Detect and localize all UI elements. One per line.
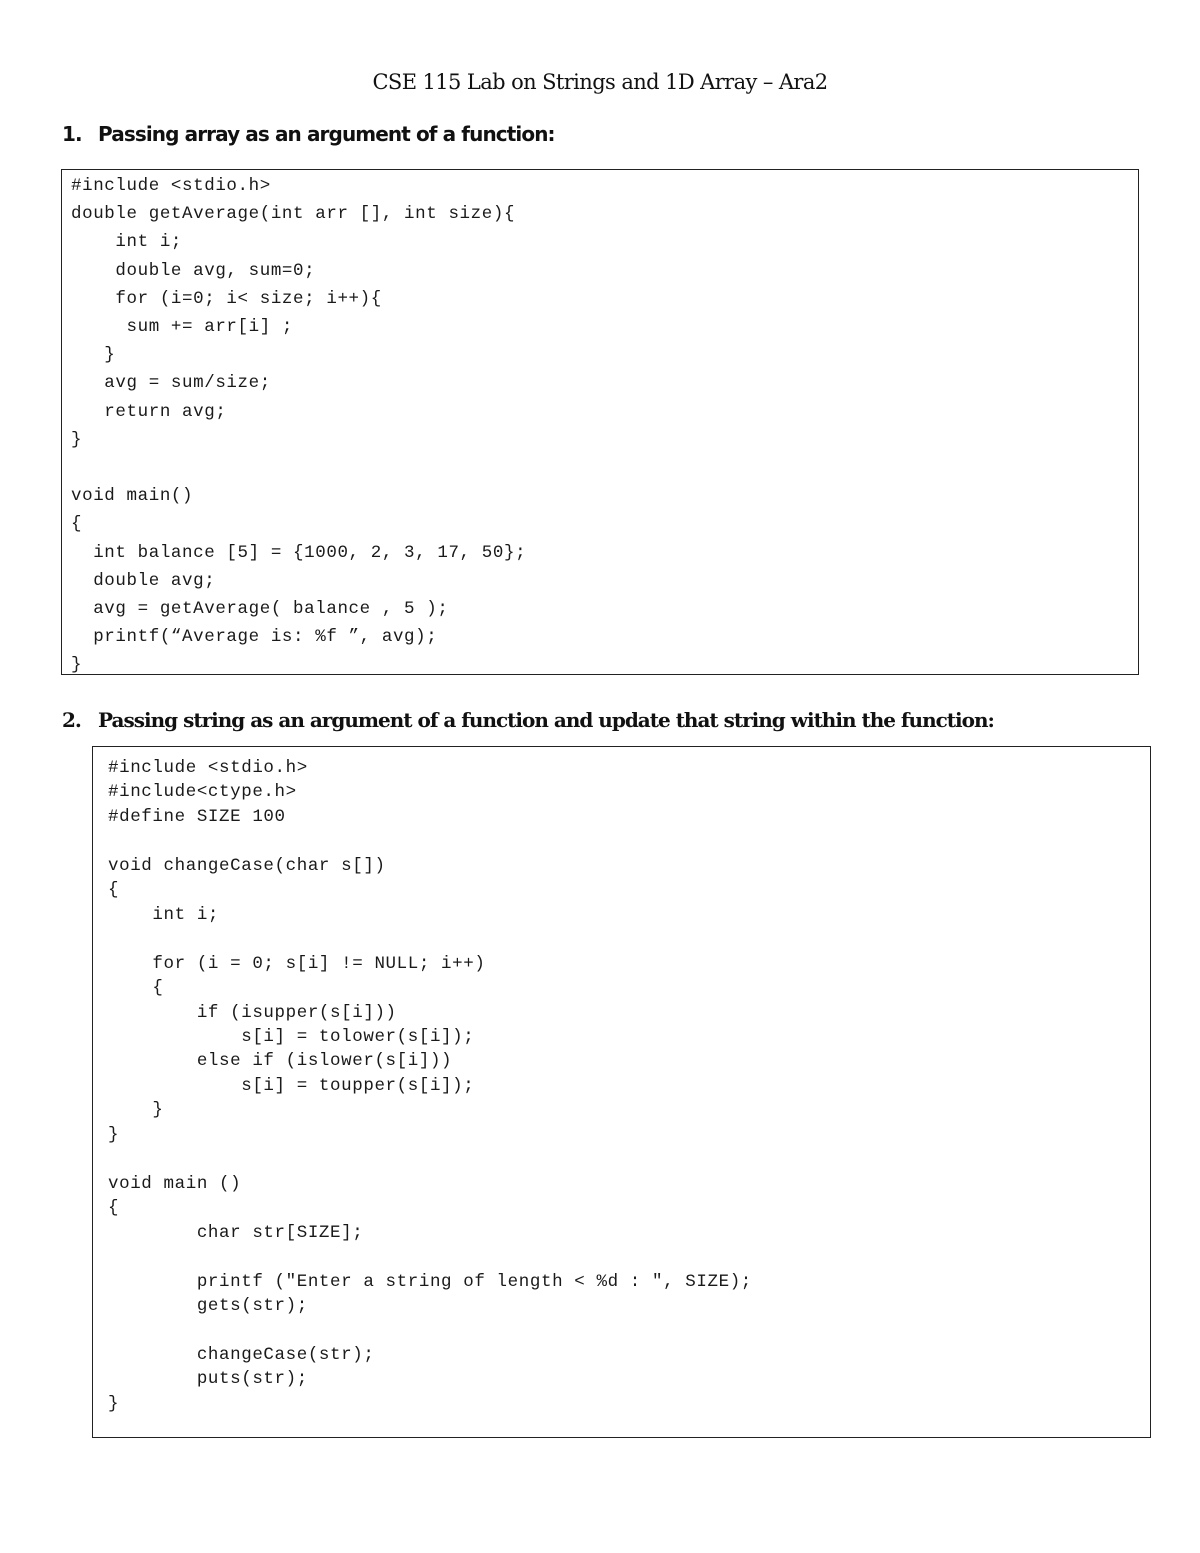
section-1-heading [62,122,555,146]
section-1-heading-text: Passing array as an argument of a function: [98,122,555,146]
code-listing-1: #include <stdio.h> double getAverage(int arr [], int size){ int i; double avg, sum=0; for (i=0; i< size; i++){ sum += arr[i] ; } avg = sum/size; return avg; } void main() { int balance [5] = {1000, 2, 3, 17, 50}; double avg; avg = getAverage( balance , 5 ); printf(“Average is: %f ”, avg); } [71,176,527,676]
section-2-heading [62,708,994,732]
section-1-number: 1. [62,122,82,146]
code-block-2 [92,746,1151,1438]
code-block-1 [61,169,1139,675]
code-listing-2: #include <stdio.h> #include<ctype.h> #define SIZE 100 void changeCase(char s[]) { int i; for (i = 0; s[i] != NULL; i++) { if (isupper(s[i])) s[i] = tolower(s[i]); else if (islower(s[i])) s[i] = toupper(s[i]); } } void main () { char str[SIZE]; printf ("Enter a string of length < %d : ", SIZE); gets(str); changeCase(str); puts(str); } [108,758,752,1414]
section-2-heading-text: Passing string as an argument of a function and update that string within the function: [98,708,994,732]
page-title: CSE 115 Lab on Strings and 1D Array – Ara2 [372,70,828,94]
section-2-number: 2. [62,708,81,732]
